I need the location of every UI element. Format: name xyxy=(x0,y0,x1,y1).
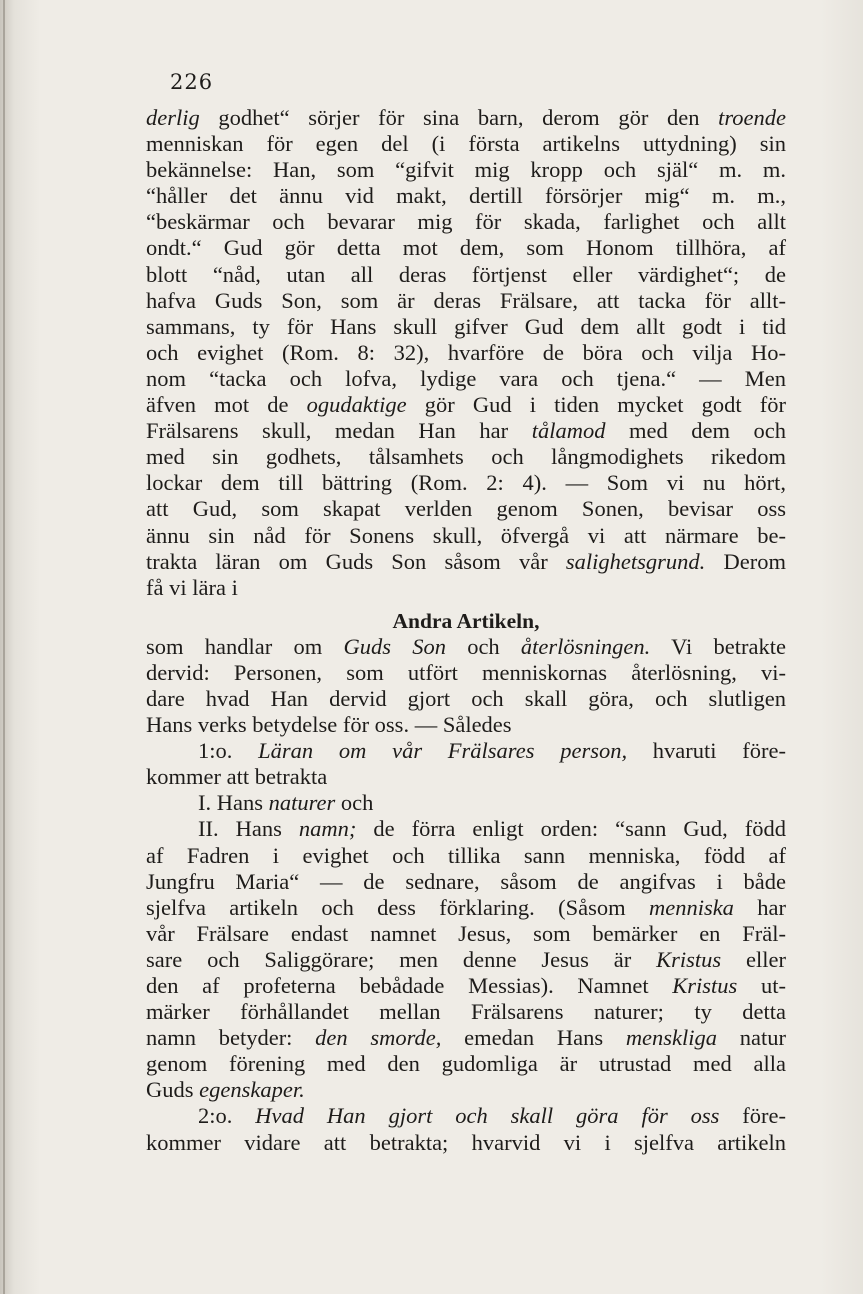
text-run: hafva Guds Son, som är deras Frälsare, att tacka för allt- xyxy=(146,287,786,313)
text-line xyxy=(146,209,786,235)
italic-text: Läran om vår Frälsares person, xyxy=(258,738,628,764)
text-line xyxy=(146,712,786,738)
text-line xyxy=(146,366,786,392)
text-run: trakta läran om Guds Son såsom vår xyxy=(146,548,566,574)
text-line xyxy=(146,921,786,947)
page-number: 226 xyxy=(170,70,214,94)
text-run: gör Gud i tiden mycket godt för xyxy=(406,392,786,418)
text-run: godhet“ sörjer för sina barn, derom gör den xyxy=(199,105,719,130)
text-line xyxy=(146,523,786,549)
body-text xyxy=(146,105,786,1156)
text-run: märker förhållandet mellan Frälsarens naturer; ty detta xyxy=(146,999,786,1025)
text-run: med sin godhets, tålsamhets och långmodighets rikedom xyxy=(146,444,786,470)
text-line xyxy=(146,816,786,842)
text-run: vår Frälsare endast namnet Jesus, som bemärker en Fräl- xyxy=(146,920,786,946)
italic-text: namn; xyxy=(298,816,357,842)
paragraph-before-heading xyxy=(146,105,786,601)
text-run: äfven mot de xyxy=(146,392,307,418)
text-run: 1:o. xyxy=(198,738,259,764)
text-run: genom förening med den gudomliga är utrustad med alla xyxy=(146,1051,786,1077)
text-run: sammans, ty för Hans skull gifver Gud dem allt godt i tid xyxy=(146,313,786,339)
text-line xyxy=(146,660,786,686)
italic-text: menniska xyxy=(648,894,734,920)
text-line xyxy=(146,131,786,157)
text-run: lockar dem till bättring (Rom. 2: 4). — Som vi nu hört, xyxy=(146,470,786,496)
text-run: dare hvad Han dervid gjort och skall göra, och slutligen xyxy=(146,685,786,711)
text-run: Frälsarens skull, medan Han har xyxy=(146,418,532,444)
text-run: nom “tacka och lofva, lydige vara och tjena.“ — Men xyxy=(146,365,786,391)
text-line xyxy=(146,470,786,496)
text-line xyxy=(146,999,786,1025)
text-run: dervid: Personen, som utfört menniskornas återlösning, vi- xyxy=(146,659,786,685)
text-run: kommer vidare att betrakta; hvarvid vi i sjelfva artikeln xyxy=(146,1129,786,1155)
section-heading: Andra Artikeln, xyxy=(392,608,540,633)
text-run: bekännelse: Han, som “gifvit mig kropp och själ“ m. m. xyxy=(146,157,786,183)
italic-text: ogudaktige xyxy=(306,392,407,418)
italic-text: den smorde, xyxy=(315,1025,442,1051)
text-line xyxy=(146,1077,786,1103)
text-run: eller xyxy=(721,946,786,972)
text-line xyxy=(146,973,786,999)
italic-text: tålamod xyxy=(531,418,606,444)
text-line xyxy=(146,895,786,921)
italic-text: derlig xyxy=(146,105,200,130)
text-line xyxy=(146,764,786,790)
text-line xyxy=(146,183,786,209)
italic-text: troende xyxy=(718,105,786,130)
text-line xyxy=(146,496,786,522)
text-line xyxy=(146,288,786,314)
italic-text: Hvad Han gjort och skall göra för oss xyxy=(255,1103,720,1129)
text-run: natur xyxy=(717,1025,786,1051)
text-run: I. Hans xyxy=(198,790,269,816)
text-line xyxy=(146,869,786,895)
text-run: hvaruti före- xyxy=(627,738,786,764)
text-line xyxy=(146,392,786,418)
text-run: emedan Hans xyxy=(441,1025,626,1051)
text-run: som handlar om xyxy=(146,633,344,659)
text-run: 2:o. xyxy=(198,1103,256,1129)
text-run: “håller det ännu vid makt, dertill försörjer mig“ m. m., xyxy=(146,183,786,209)
text-run: med dem och xyxy=(605,418,786,444)
text-run: och xyxy=(335,790,374,816)
text-line xyxy=(146,418,786,444)
italic-text: återlösningen. xyxy=(520,633,651,659)
text-run: och evighet (Rom. 8: 32), hvarföre de böra och vilja Ho- xyxy=(146,339,786,365)
text-run: få vi lära i xyxy=(146,574,238,600)
italic-text: Guds Son xyxy=(343,633,446,659)
text-line xyxy=(146,947,786,973)
paragraph-after-heading xyxy=(146,634,786,1156)
text-run: II. Hans xyxy=(198,816,299,842)
text-run: Vi betrakte xyxy=(650,633,786,659)
page-gutter-edge xyxy=(3,0,5,1294)
italic-text: naturer xyxy=(268,790,336,816)
text-run: före- xyxy=(719,1103,786,1129)
text-run: att Gud, som skapat verlden genom Sonen, bevisar oss xyxy=(146,496,786,522)
text-run: Guds xyxy=(146,1077,200,1103)
italic-text: Kristus xyxy=(656,946,722,972)
text-run: ondt.“ Gud gör detta mot dem, som Honom tillhöra, af xyxy=(146,235,786,261)
italic-text: egenskaper. xyxy=(199,1077,305,1103)
text-run: Derom xyxy=(705,548,786,574)
italic-text: Kristus xyxy=(672,973,738,998)
text-line xyxy=(146,843,786,869)
text-line xyxy=(146,262,786,288)
text-run: namn betyder: xyxy=(146,1025,316,1051)
text-line xyxy=(146,686,786,712)
text-line xyxy=(146,314,786,340)
text-run: ut- xyxy=(737,973,786,998)
text-run: af Fadren i evighet och tillika sann menniska, född af xyxy=(146,842,786,868)
text-run: menniskan för egen del (i första artikelns uttydning) sin xyxy=(146,131,786,157)
text-run: kommer att betrakta xyxy=(146,764,328,790)
text-line xyxy=(146,105,786,131)
text-run: har xyxy=(733,894,786,920)
text-line xyxy=(146,340,786,366)
text-line xyxy=(146,1103,786,1129)
text-run: ännu sin nåd för Sonens skull, öfvergå vi att närmare be- xyxy=(146,522,786,548)
text-run: Jungfru Maria“ — de sednare, såsom de angifvas i både xyxy=(146,868,786,894)
text-line xyxy=(146,549,786,575)
text-run: de förra enligt orden: “sann Gud, född xyxy=(356,816,786,842)
text-line xyxy=(146,1051,786,1077)
text-run: sjelfva artikeln och dess förklaring. (Såsom xyxy=(146,894,649,920)
text-line xyxy=(146,235,786,261)
text-line xyxy=(146,157,786,183)
text-line xyxy=(146,1130,786,1156)
text-run: “beskärmar och bevarar mig för skada, farlighet och allt xyxy=(146,209,786,235)
text-run: blott “nåd, utan all deras förtjenst eller värdighet“; de xyxy=(146,261,786,287)
italic-text: menskliga xyxy=(625,1025,718,1051)
text-run: sare och Saliggörare; men denne Jesus är xyxy=(146,946,657,972)
text-line xyxy=(146,1025,786,1051)
text-line xyxy=(146,634,786,660)
text-line xyxy=(146,738,786,764)
text-line xyxy=(146,444,786,470)
text-run: och xyxy=(445,633,521,659)
text-line xyxy=(146,790,786,816)
text-run: Hans verks betydelse för oss. — Således xyxy=(146,712,512,738)
italic-text: salighetsgrund. xyxy=(565,548,706,574)
text-line xyxy=(146,575,786,601)
text-run: den af profeterna bebådade Messias). Namnet xyxy=(146,973,673,998)
